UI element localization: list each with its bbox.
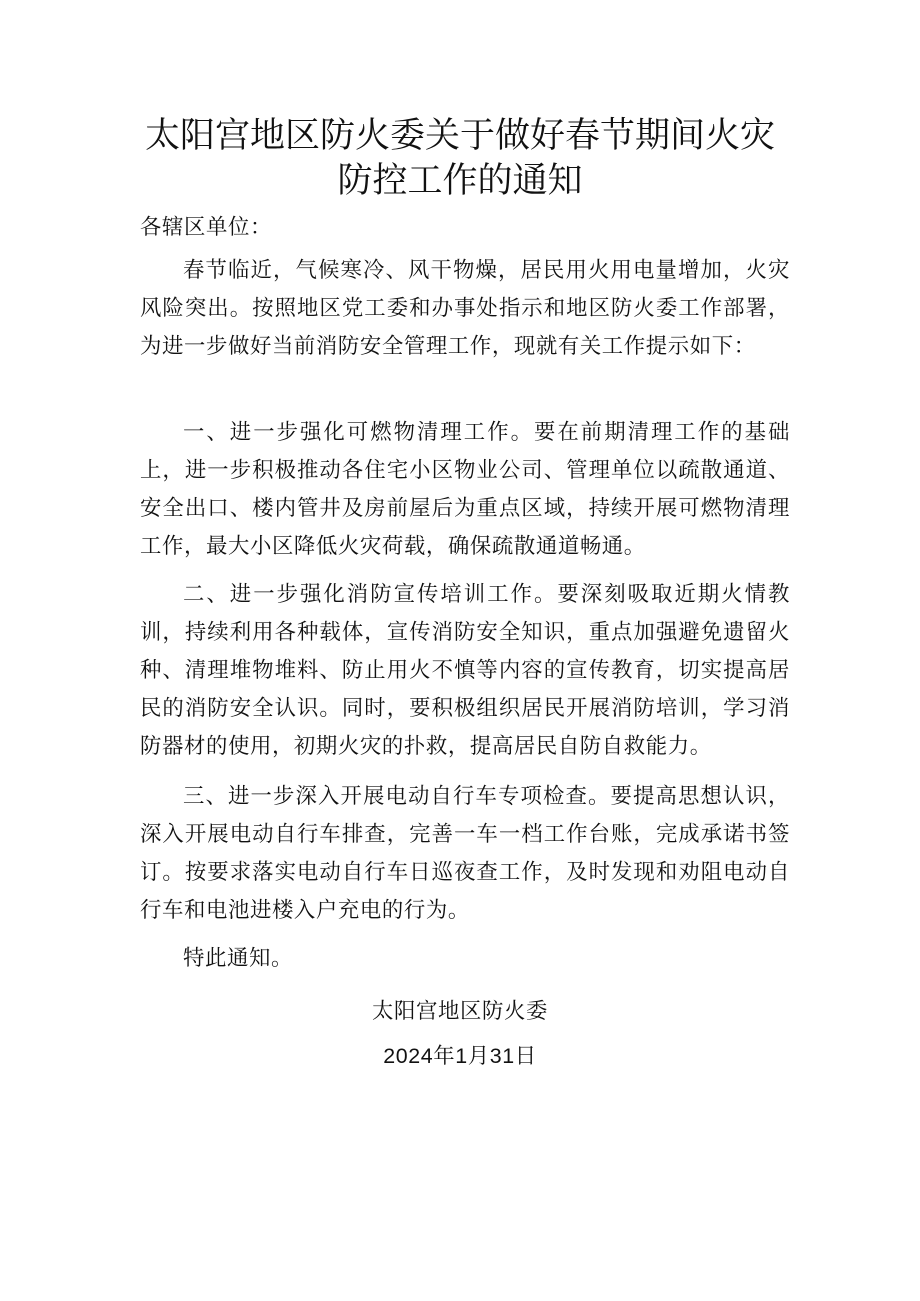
paragraph-item-2: 二、进一步强化消防宣传培训工作。要深刻吸取近期火情教训，持续利用各种载体，宣传消防安全知识，重点加强避免遗留火种、清理堆物堆料、防止用火不慎等内容的宣传教育，切实提高居民的消防安全认识。同时，要积极组织居民开展消防培训，学习消防器材的使用，初期火灾的扑救，提高居民自防自救能力。 — [140, 582, 790, 759]
salutation: 各辖区单位： — [140, 215, 272, 240]
paragraph-item-1: 一、进一步强化可燃物清理工作。要在前期清理工作的基础上，进一步积极推动各住宅小区物业公司、管理单位以疏散通道、安全出口、楼内管井及房前屋后为重点区域，持续开展可燃物清理工作，最大小区降低火灾荷载，确保疏散通道畅通。 — [140, 420, 790, 559]
signature-date: 2024年1月31日 — [383, 1044, 537, 1068]
paragraph-intro: 春节临近，气候寒冷、风干物燥，居民用火用电量增加，火灾风险突出。按照地区党工委和办事处指示和地区防火委工作部署，为进一步做好当前消防安全管理工作，现就有关工作提示如下： — [140, 258, 790, 359]
document-title-line-1: 太阳宫地区防火委关于做好春节期间火灾 — [144, 116, 775, 156]
document-title-line-2: 防控工作的通知 — [337, 161, 583, 201]
signature-organization: 太阳宫地区防火委 — [372, 999, 548, 1024]
paragraph-item-3: 三、进一步深入开展电动自行车专项检查。要提高思想认识，深入开展电动自行车排查，完善一车一档工作台账，完成承诺书签订。按要求落实电动自行车日巡夜查工作，及时发现和劝阻电动自行车和电池进楼入户充电的行为。 — [140, 784, 790, 923]
closing-line: 特此通知。 — [183, 946, 293, 971]
